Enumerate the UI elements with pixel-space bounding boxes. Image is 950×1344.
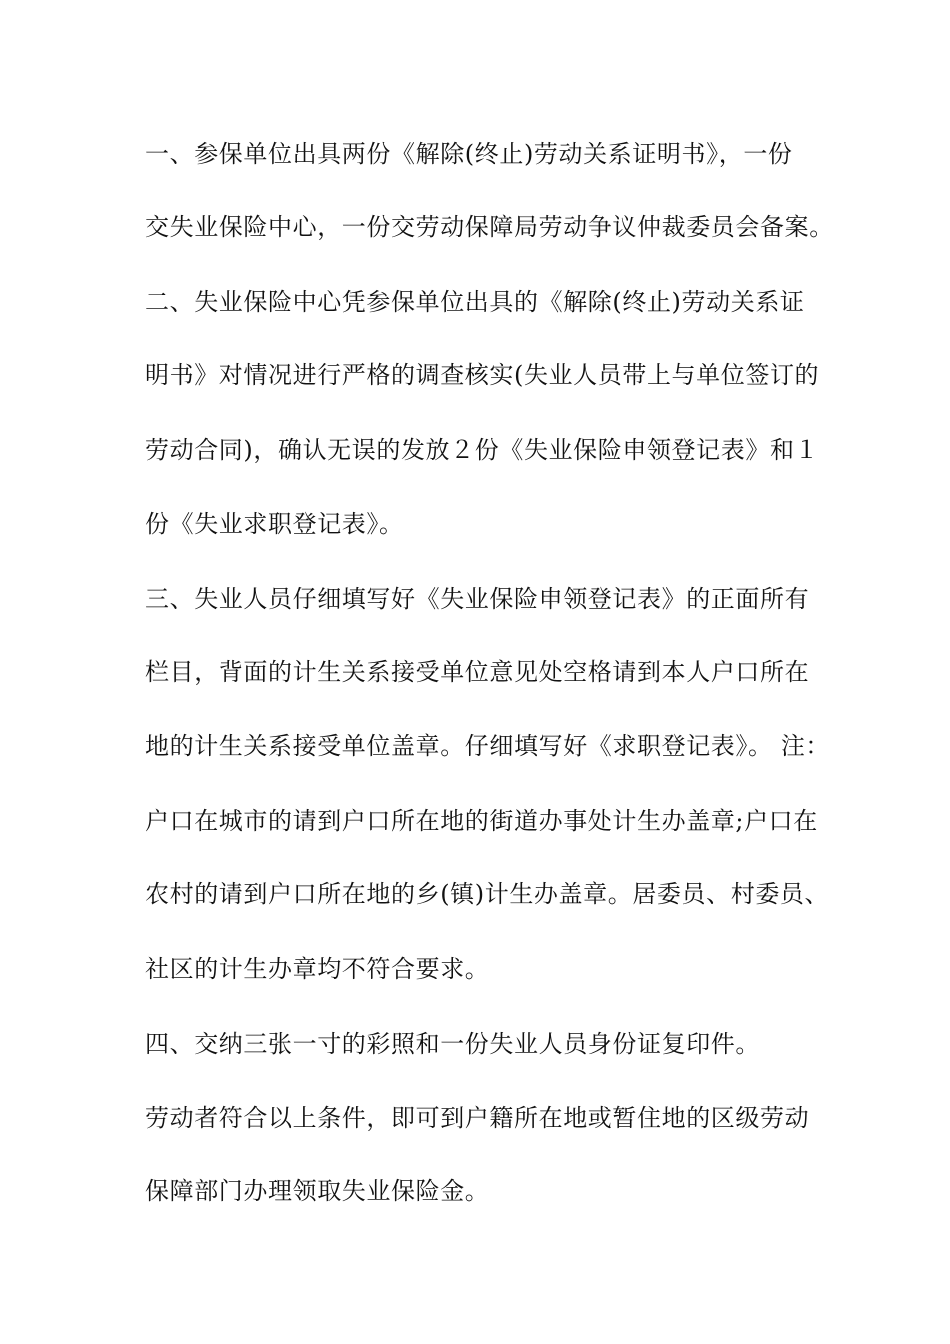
text-line: 份《失业求职登记表》。	[145, 510, 404, 538]
text-line: 二、失业保险中心凭参保单位出具的《解除(终止)劳动关系证	[145, 288, 805, 316]
text-line: 农村的请到户口所在地的乡(镇)计生办盖章。居委员、村委员、	[145, 880, 830, 908]
text-line: 四、交纳三张一寸的彩照和一份失业人员身份证复印件。	[145, 1030, 760, 1058]
text-line: 保障部门办理领取失业保险金。	[145, 1177, 490, 1205]
text-line: 三、失业人员仔细填写好《失业保险申领登记表》的正面所有	[145, 585, 810, 613]
text-line: 社区的计生办章均不符合要求。	[145, 955, 490, 983]
text-line: 明书》对情况进行严格的调查核实(失业人员带上与单位签订的	[145, 361, 820, 389]
text-line: 交失业保险中心，一份交劳动保障局劳动争议仲裁委员会备案。	[145, 213, 834, 241]
text-line: 劳动者符合以上条件，即可到户籍所在地或暂住地的区级劳动	[145, 1104, 810, 1132]
text-line: 地的计生关系接受单位盖章。仔细填写好《求职登记表》。 注：	[145, 732, 831, 760]
text-line: 户口在城市的请到户口所在地的街道办事处计生办盖章;户口在	[145, 807, 818, 835]
text-line: 栏目，背面的计生关系接受单位意见处空格请到本人户口所在	[145, 658, 810, 686]
text-line: 劳动合同)，确认无误的发放２份《失业保险申领登记表》和１	[145, 436, 820, 464]
text-line: 一、参保单位出具两份《解除(终止)劳动关系证明书》，一份	[145, 140, 793, 168]
